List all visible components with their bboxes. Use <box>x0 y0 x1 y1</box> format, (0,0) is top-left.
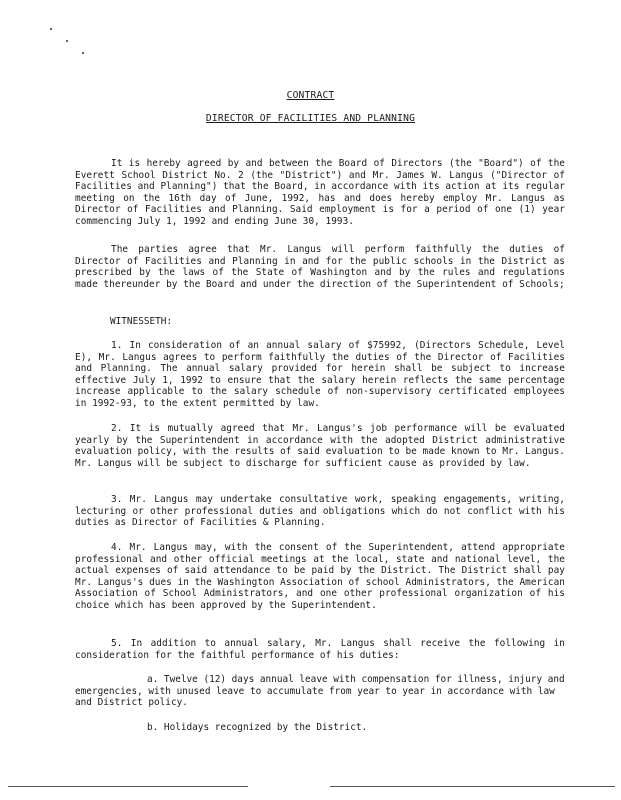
clause-4: 4. Mr. Langus may, with the consent of the Superintendent, attend appropriate professional and other official meetings at the local, state and national level, the actual expenses of said attendance to be paid by the District. The District shall pay Mr. Langus's dues in the Washington Association of school Administrators, the American Association of School Administrators, and one other professional organization of his choice which has been approved by the Superintendent. <box>75 542 565 611</box>
scan-speck <box>82 52 84 54</box>
clause-1: 1. In consideration of an annual salary of $75992, (Directors Schedule, Level E), Mr. Langus agrees to perform faithfully the duties of the Director of Facilities and Planning. The annual salary provided for herein shall be subject to increase effective July 1, 1992 to ensure that the salary herein reflects the same percentage increase applicable to the salary schedule of non-supervisory certificated employees in 1992-93, to the extent permitted by law. <box>75 340 565 409</box>
scan-speck <box>66 40 68 42</box>
clause-3: 3. Mr. Langus may undertake consultative work, speaking engagements, writing, lecturing or other professional duties and obligations which do not conflict with his duties as Director of Facilities & Planning. <box>75 494 565 529</box>
scan-speck <box>50 28 52 30</box>
clause-5-sub-b: b. Holidays recognized by the District. <box>147 722 368 733</box>
witnesseth-heading: WITNESSETH: <box>110 316 173 327</box>
clause-5: 5. In addition to annual salary, Mr. Langus shall receive the following in consideration for the faithful performance of his duties: <box>75 638 565 661</box>
document-title-text: CONTRACT <box>286 90 335 101</box>
document-title <box>0 90 621 101</box>
bottom-rule-right <box>330 786 615 787</box>
clause-5-sub-a: a. Twelve (12) days annual leave with compensation for illness, injury and emergencies, with unused leave to accumulate from year to year in accordance with law and District policy. <box>75 674 565 709</box>
clause-2: 2. It is mutually agreed that Mr. Langus's job performance will be evaluated yearly by the Superintendent in accordance with the adopted District administrative evaluation policy, with the results of said evaluation to be made known to Mr. Langus. Mr. Langus will be subject to discharge for sufficient cause as provided by law. <box>75 423 565 469</box>
parties-paragraph: The parties agree that Mr. Langus will perform faithfully the duties of Director of Facilities and Planning in and for the public schools in the District as prescribed by the laws of the State of Washington and by the rules and regulations made thereunder by the Board and under the direction of the Superintendent of Schools; <box>75 244 565 290</box>
document-subtitle <box>0 113 621 124</box>
bottom-rule-left <box>8 786 248 787</box>
intro-paragraph: It is hereby agreed by and between the Board of Directors (the "Board") of the Everett School District No. 2 (the "District") and Mr. James W. Langus ("Director of Facilities and Planning") that the Board, in accordance with its action at its regular meeting on the 16th day of June, 1992, has and does hereby employ Mr. Langus as Director of Facilities and Planning. Said employment is for a period of one (1) year commencing July 1, 1992 and ending June 30, 1993. <box>75 158 565 227</box>
document-subtitle-text: DIRECTOR OF FACILITIES AND PLANNING <box>205 113 416 124</box>
